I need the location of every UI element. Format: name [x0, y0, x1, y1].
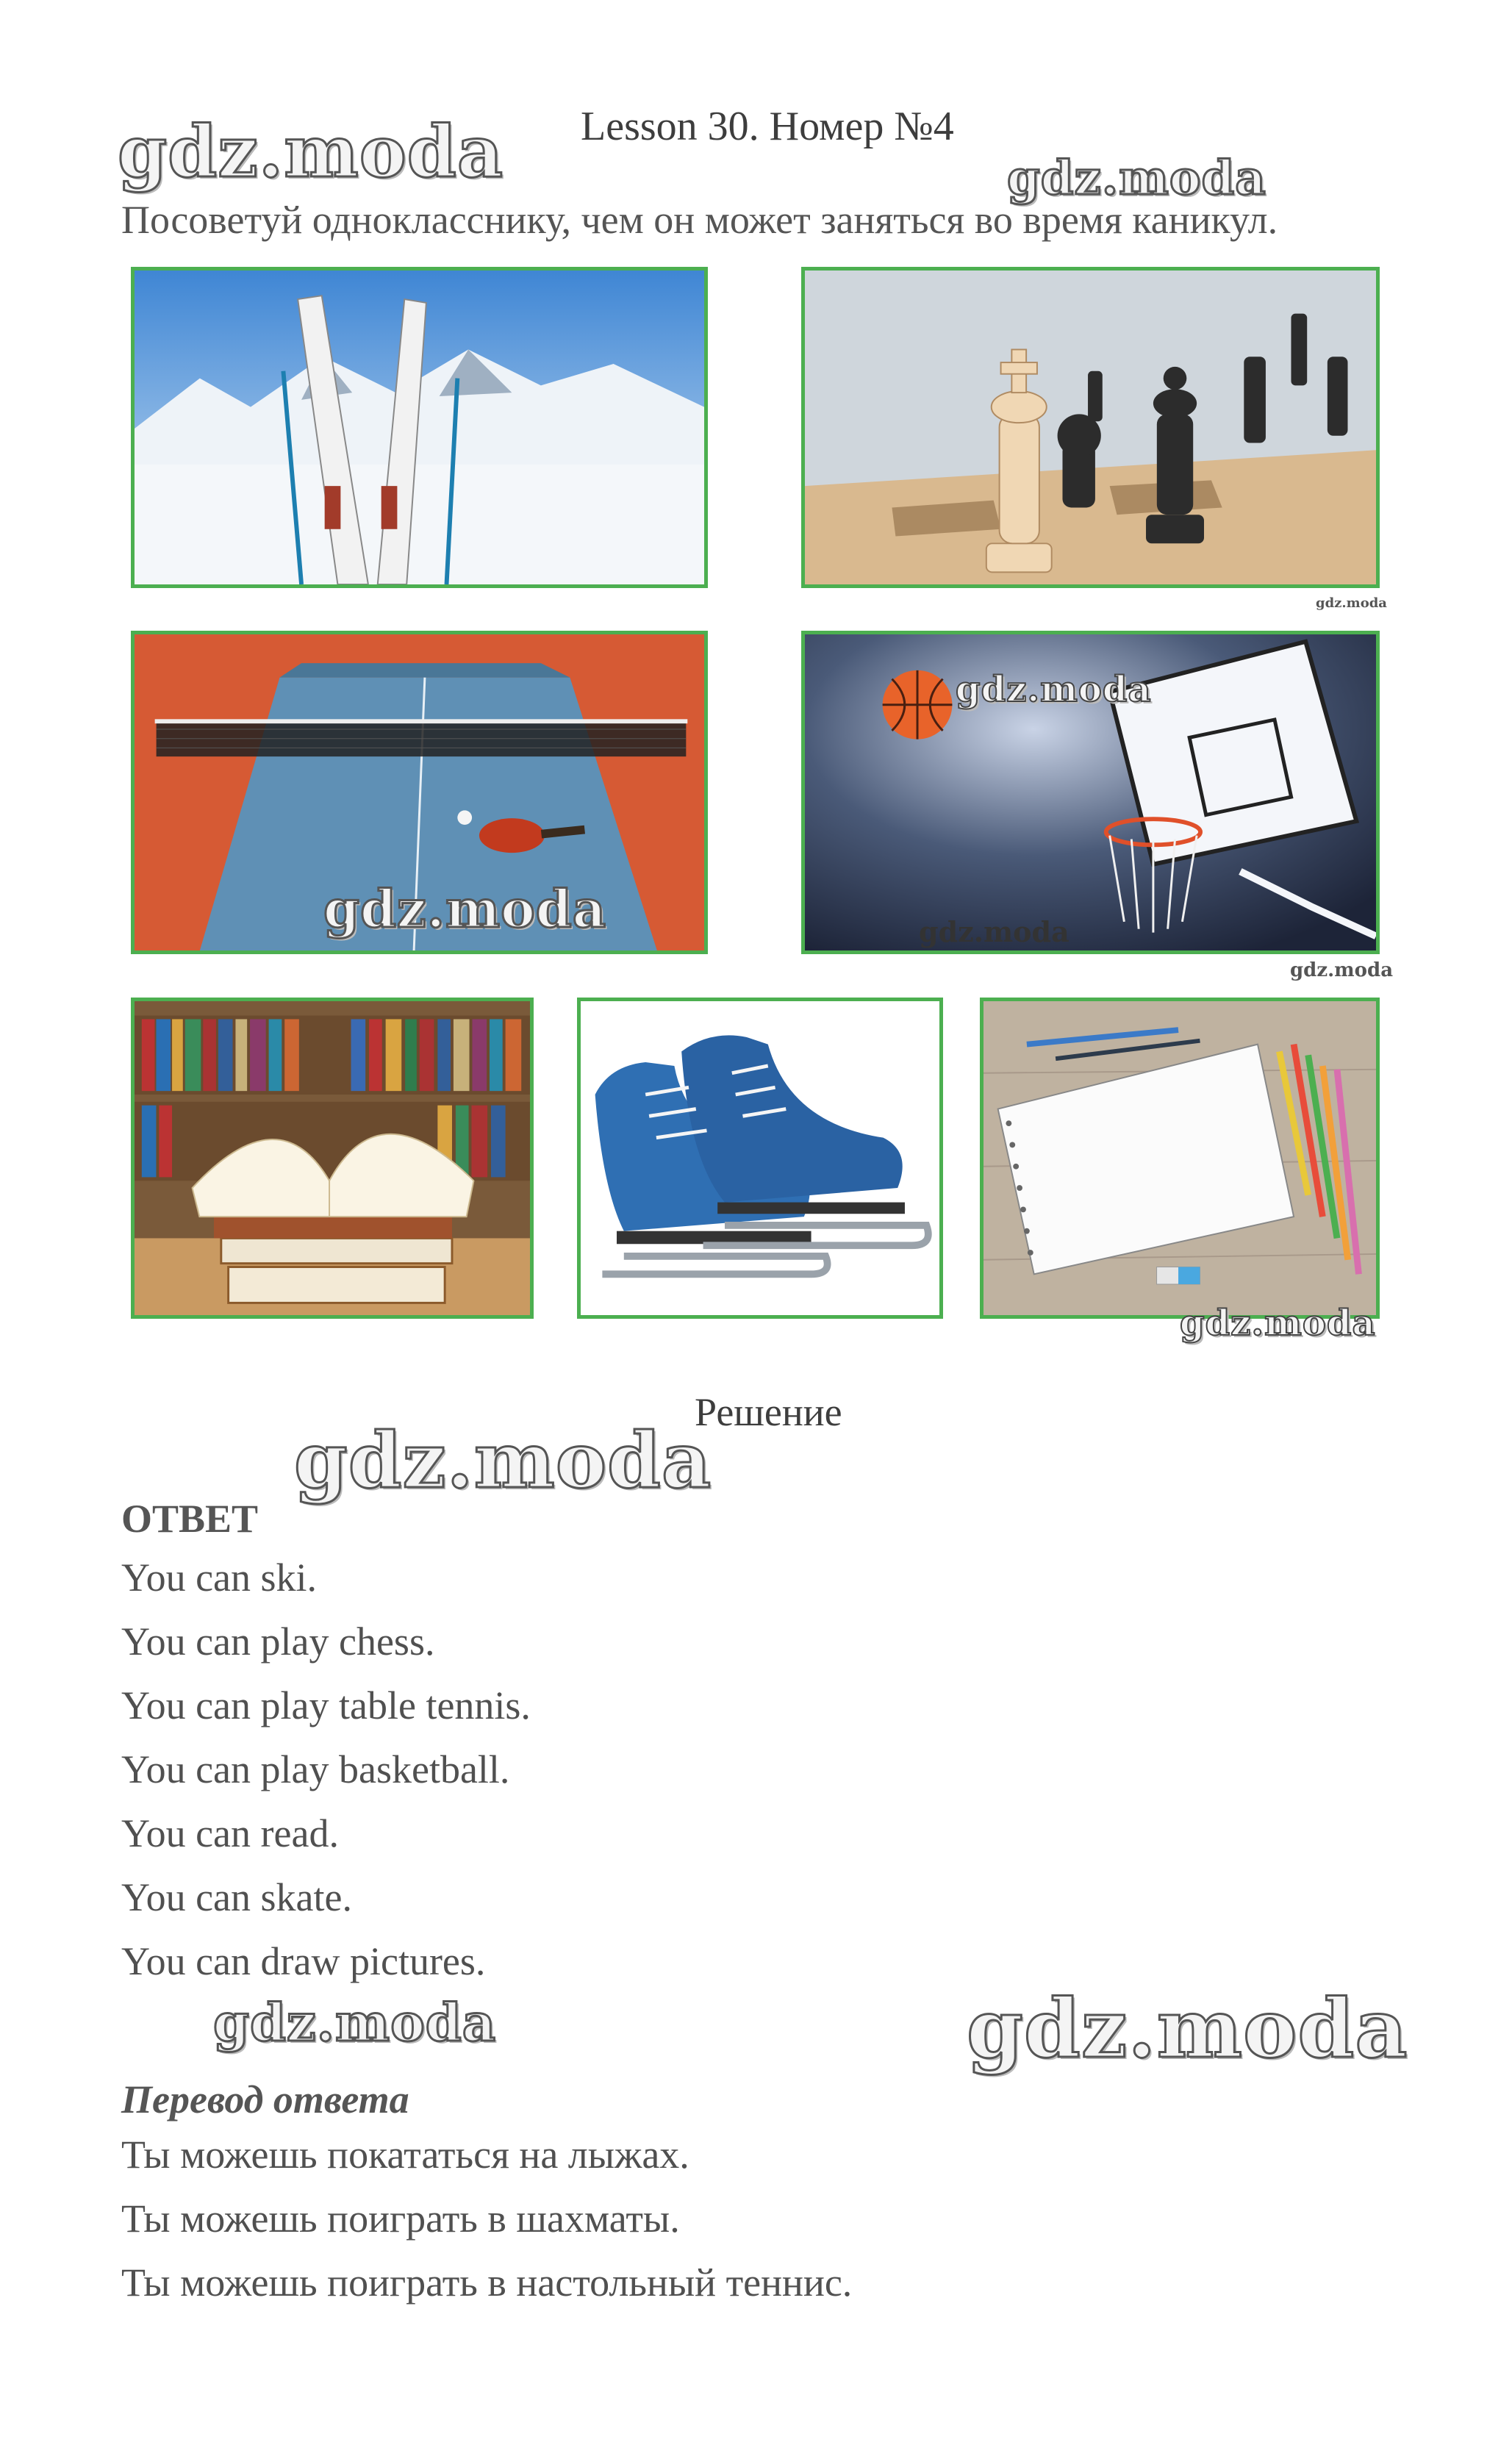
watermark-logo: gdz.moda [1180, 1303, 1376, 1344]
watermark-logo: gdz.moda [213, 1992, 497, 2053]
watermark-logo: gdz.moda [118, 110, 504, 193]
skates-photo [577, 998, 943, 1319]
watermark-small: gdz.moda [1316, 595, 1387, 611]
chess-photo [801, 267, 1380, 588]
answer-line: You can ski. [121, 1555, 318, 1600]
books-photo [131, 998, 534, 1319]
answer-line: You can draw pictures. [121, 1939, 486, 1983]
drawing-photo [980, 998, 1380, 1319]
translation-line: Ты можешь поиграть в настольный теннис. [121, 2260, 853, 2305]
answer-line: You can skate. [121, 1875, 352, 1919]
answer-heading: ОТВЕТ [121, 1497, 259, 1541]
task-text: Посоветуй однокласснику, чем он может заняться во время каникул. [121, 198, 1278, 242]
watermark-logo: gdz.moda [1007, 151, 1266, 206]
solution-label: Решение [695, 1390, 842, 1434]
translation-heading: Перевод ответа [121, 2077, 409, 2121]
watermark-small: gdz.moda [1290, 959, 1394, 981]
watermark-logo: gdz.moda [323, 878, 607, 939]
answer-line: You can read. [121, 1811, 339, 1855]
answer-line: You can play table tennis. [121, 1683, 531, 1727]
translation-line: Ты можешь поиграть в шахматы. [121, 2196, 680, 2241]
answer-line: You can play basketball. [121, 1747, 510, 1791]
answer-line: You can play chess. [121, 1619, 435, 1664]
watermark-small: gdz.moda [919, 915, 1069, 948]
watermark-logo: gdz.moda [956, 669, 1152, 710]
skis-photo [131, 267, 708, 588]
lesson-title: Lesson 30. Номер №4 [581, 104, 954, 149]
watermark-logo: gdz.moda [294, 1415, 712, 1505]
translation-line: Ты можешь покататься на лыжах. [121, 2133, 689, 2177]
watermark-logo: gdz.moda [967, 1981, 1408, 2076]
